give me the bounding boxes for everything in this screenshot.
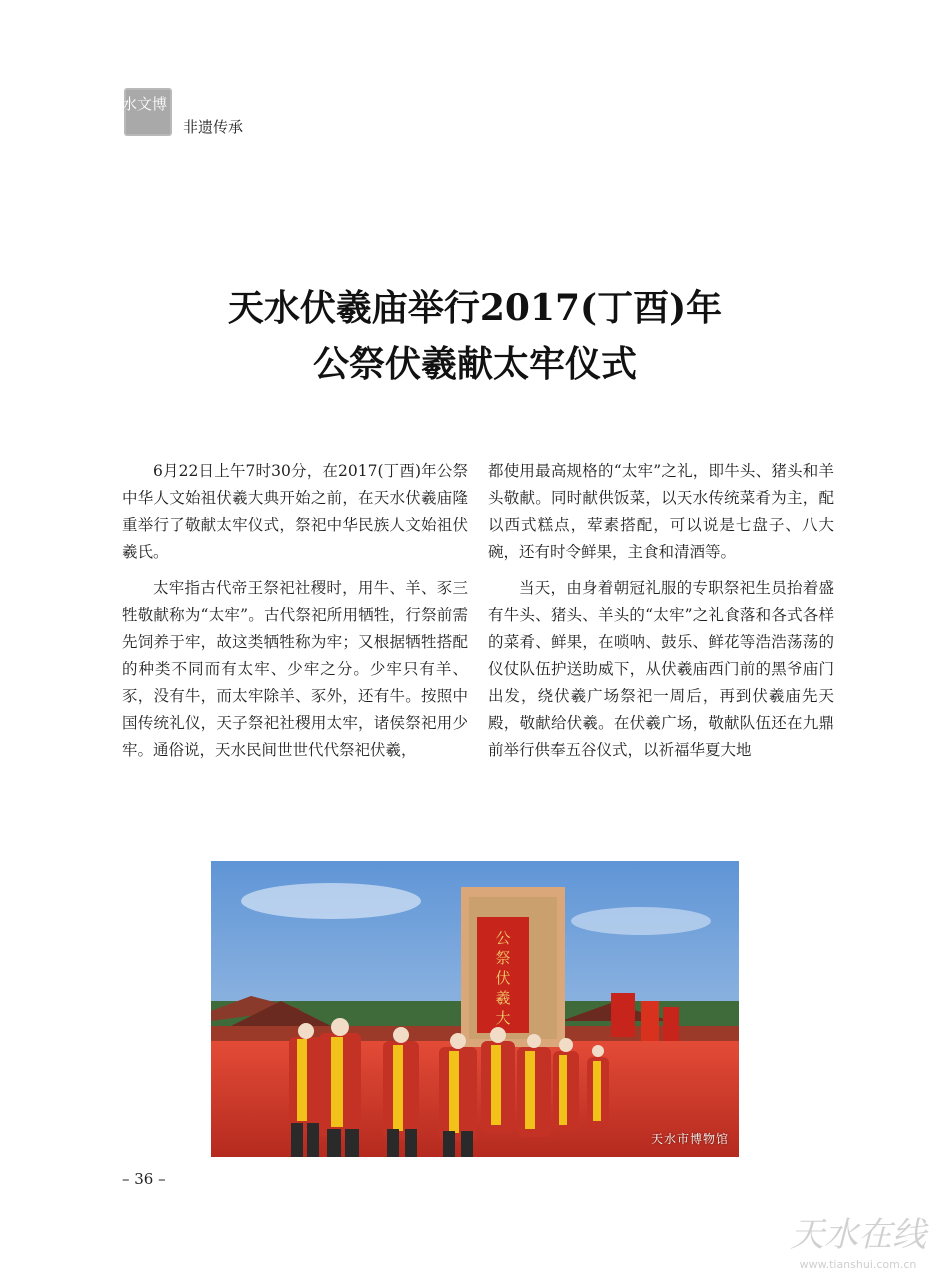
article-title bbox=[0, 280, 950, 392]
page-number: – 36 – bbox=[122, 1170, 166, 1188]
right-column bbox=[488, 458, 834, 773]
site-watermark-url: www.tianshui.com.cn bbox=[799, 1258, 917, 1271]
svg-text:公: 公 bbox=[495, 929, 511, 947]
svg-text:大: 大 bbox=[495, 1009, 511, 1027]
photo-watermark: 天水市博物馆 bbox=[650, 1132, 729, 1146]
title-line-2: 公祭伏羲献太牢仪式 bbox=[312, 343, 637, 385]
logo-char: 天水文博 bbox=[106, 95, 168, 113]
paragraph: 都使用最高规格的“太牢”之礼，即牛头、猪头和羊头敬献。同时献供饭菜，以天水传统菜肴为主，配以西式糕点，荤素搭配，可以说是七盘子、八大碗，还有时令鲜果，主食和清酒等。 bbox=[488, 462, 834, 561]
paragraph: 太牢指古代帝王祭祀社稷时，用牛、羊、豕三牲敬献称为“太牢”。古代祭祀所用牺牲，行祭前需先饲养于牢，故这类牺牲称为牢；又根据牺牲搭配的种类不同而有太牢、少牢之分。少牢只有羊、豕，没有牛，而太牢除羊、豕外，还有牛。按照中国传统礼仪，天子祭祀社稷用太牢，诸侯祭祀用少牢。通俗说，天水民间世世代代祭祀伏羲， bbox=[122, 579, 468, 759]
svg-text:羲: 羲 bbox=[495, 989, 511, 1007]
paragraph: 当天，由身着朝冠礼服的专职祭祀生员抬着盛有牛头、猪头、羊头的“太牢”之礼食落和各式各样的菜肴、鲜果，在唢呐、鼓乐、鲜花等浩浩荡荡的仪仗队伍护送助威下，从伏羲庙西门前的黑爷庙门出发，绕伏羲广场祭祀一周后，再到伏羲庙先天殿，敬献给伏羲。在伏羲广场，敬献队伍还在九鼎前举行供奉五谷仪式，以祈福华夏大地 bbox=[488, 579, 834, 759]
title-line-1: 天水伏羲庙举行2017(丁酉)年 bbox=[227, 287, 723, 329]
site-watermark-name: 天水在线 bbox=[790, 1215, 926, 1255]
section-label: 非遗传承 bbox=[183, 118, 244, 136]
paragraph: 6月22日上午7时30分，在2017(丁酉)年公祭中华人文始祖伏羲大典开始之前，在天水伏羲庙隆重举行了敬献太牢仪式，祭祀中华民族人文始祖伏羲氏。 bbox=[122, 462, 468, 561]
svg-text:伏: 伏 bbox=[495, 969, 511, 987]
site-watermark-logo bbox=[772, 1206, 944, 1274]
museum-logo-icon bbox=[106, 88, 172, 136]
ceremony-photo bbox=[211, 861, 739, 1157]
left-column bbox=[122, 458, 468, 773]
svg-text:祭: 祭 bbox=[495, 949, 511, 967]
